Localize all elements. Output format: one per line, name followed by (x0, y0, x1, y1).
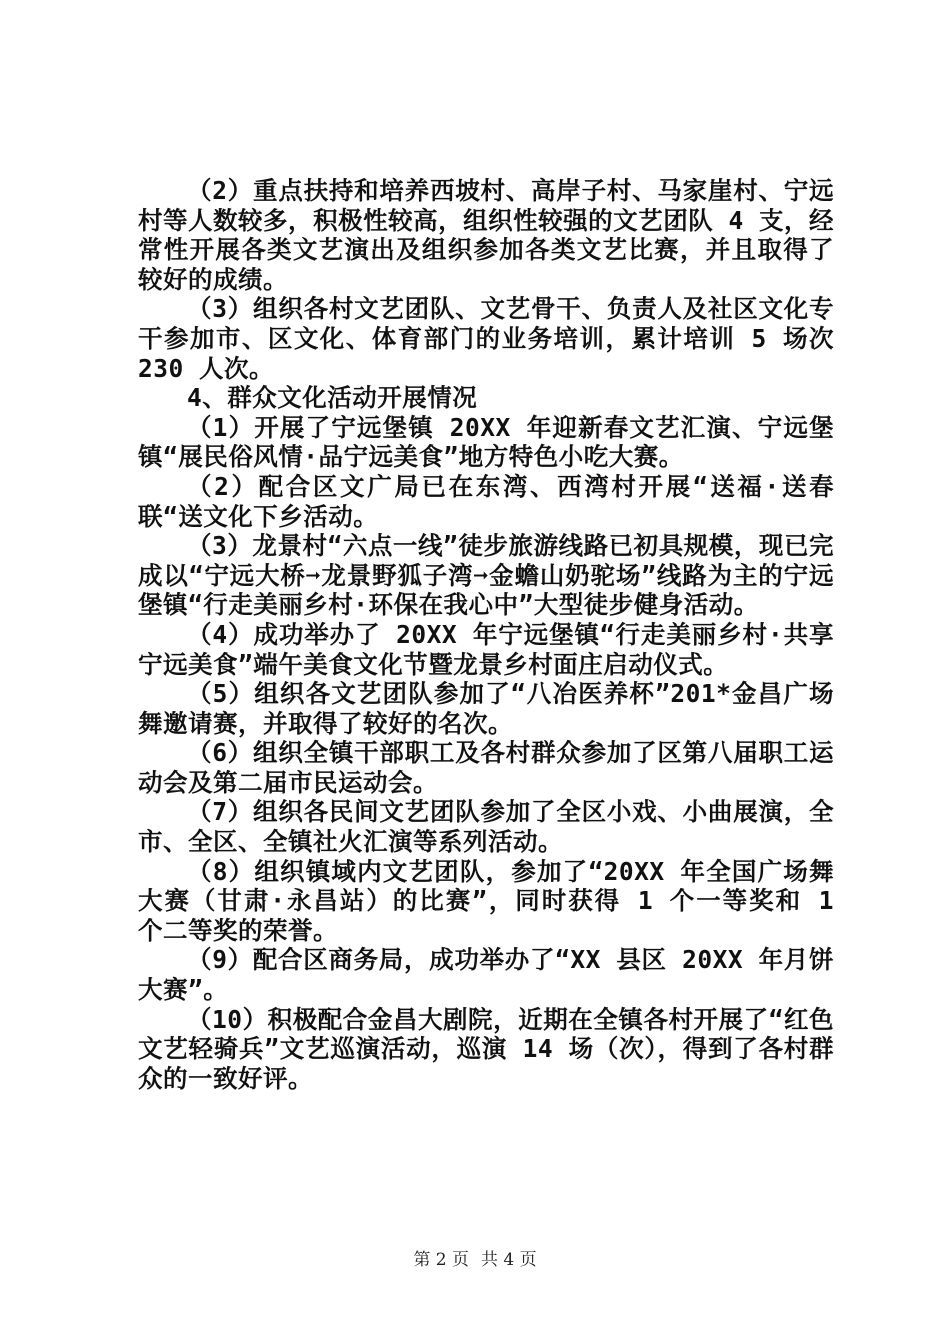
paragraph: （10）积极配合金昌大剧院，近期在全镇各村开展了“红色文艺轻骑兵”文艺巡演活动，巡演 14 场（次），得到了各村群众的一致好评。 (138, 1004, 834, 1093)
section-heading: 4、群众文化活动开展情况 (187, 383, 478, 413)
paragraph: （9）配合区商务局，成功举办了“XX 县区 20XX 年月饼大赛”。 (138, 945, 834, 1005)
page-number: 第 2 页 (413, 1250, 469, 1270)
paragraph: （5）组织各文艺团队参加了“八冶医养杯”201*金昌广场舞邀请赛，并取得了较好的名次。 (138, 679, 834, 738)
paragraph: （3）龙景村“六点一线”徒步旅游线路已初具规模，现已完成以“宁远大桥➞龙景野狐子湾➞金蟾山奶驼场”线路为主的宁远堡镇“行走美丽乡村·环保在我心中”大型徒步健身活动。 (138, 531, 834, 620)
paragraph: （4）成功举办了 20XX 年宁远堡镇“行走美丽乡村·共享宁远美食”端午美食文化节暨龙景乡村面庄启动仪式。 (138, 619, 834, 679)
paragraph: （6）组织全镇干部职工及各村群众参加了区第八届职工运动会及第二届市民运动会。 (138, 738, 834, 797)
document-body (138, 176, 834, 1093)
paragraph: （3）组织各村文艺团队、文艺骨干、负责人及社区文化专干参加市、区文化、体育部门的业务培训，累计培训 5 场次 230 人次。 (138, 294, 834, 383)
paragraph: （8）组织镇域内文艺团队，参加了“20XX 年全国广场舞大赛（甘肃·永昌站）的比赛”，同时获得 1 个一等奖和 1 个二等奖的荣誉。 (138, 856, 834, 945)
paragraph: （7）组织各民间文艺团队参加了全区小戏、小曲展演，全市、全区、全镇社火汇演等系列活动。 (138, 797, 834, 857)
page-total: 共 4 页 (481, 1250, 537, 1270)
paragraph: （2）重点扶持和培养西坡村、高岸子村、马家崖村、宁远村等人数较多，积极性较高，组织性较强的文艺团队 4 支，经常性开展各类文艺演出及组织参加各类文艺比赛，并且取得了较好的成绩。 (138, 176, 834, 294)
page-footer (0, 1245, 950, 1270)
paragraph: （1）开展了宁远堡镇 20XX 年迎新春文艺汇演、宁远堡镇“展民俗风情·品宁远美食”地方特色小吃大赛。 (138, 412, 834, 472)
paragraph: （2）配合区文广局已在东湾、西湾村开展“送福·送春联“送文化下乡活动。 (138, 471, 834, 531)
